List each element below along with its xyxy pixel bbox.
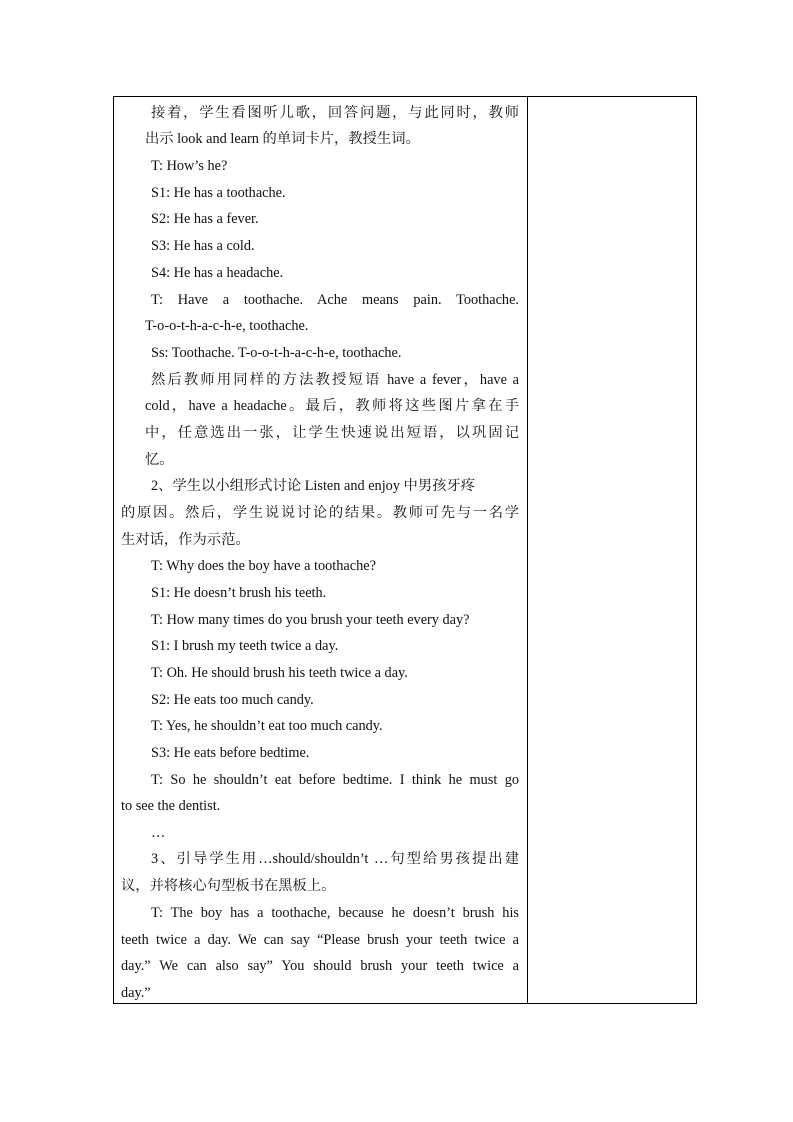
dialogue-line: day.” We can also say” You should brush your teeth twice a [121, 958, 519, 974]
paragraph-line: 接着，学生看图听儿歌，回答问题，与此同时，教师 [151, 105, 519, 121]
dialogue-line: S4: He has a headache. [151, 265, 284, 281]
paragraph-line: 议，并将核心句型板书在黑板上。 [121, 878, 336, 894]
dialogue-line: S3: He eats before bedtime. [151, 745, 310, 761]
dialogue-line: T: So he shouldn’t eat before bedtime. I think he must go [151, 772, 519, 788]
dialogue-line: day.” [121, 985, 151, 1001]
dialogue-line: T: How many times do you brush your teeth every day? [151, 612, 470, 628]
paragraph-line: cold，have a headache。最后，教师将这些图片拿在手 [145, 398, 519, 414]
dialogue-line: T: Yes, he shouldn’t eat too much candy. [151, 718, 383, 734]
dialogue-line: S1: I brush my teeth twice a day. [151, 638, 339, 654]
paragraph-line: 的原因。然后，学生说说讨论的结果。教师可先与一名学 [121, 505, 519, 521]
dialogue-line: teeth twice a day. We can say “Please brush your teeth twice a [121, 932, 519, 948]
dialogue-line: S2: He eats too much candy. [151, 692, 314, 708]
paragraph-line: 出示 look and learn 的单词卡片，教授生词。 [145, 131, 420, 147]
paragraph-line: 3、引导学生用…should/shouldn’t …句型给男孩提出建 [151, 851, 519, 867]
dialogue-line: T: Have a toothache. Ache means pain. Toothache. [151, 292, 519, 308]
dialogue-line: T: Oh. He should brush his teeth twice a day. [151, 665, 408, 681]
paragraph-line: 2、学生以小组形式讨论 Listen and enjoy 中男孩牙疼 [151, 478, 476, 494]
ellipsis-line: … [151, 825, 166, 841]
dialogue-line: to see the dentist. [121, 798, 221, 814]
paragraph-line: 中，任意选出一张，让学生快速说出短语，以巩固记 [145, 425, 519, 441]
paragraph-line: 然后教师用同样的方法教授短语 have a fever，have a [151, 372, 519, 388]
dialogue-line: S1: He has a toothache. [151, 185, 286, 201]
dialogue-line: T-o-o-t-h-a-c-h-e, toothache. [145, 318, 309, 334]
dialogue-line: S2: He has a fever. [151, 211, 259, 227]
dialogue-line: T: The boy has a toothache, because he doesn’t brush his [151, 905, 519, 921]
dialogue-line: S3: He has a cold. [151, 238, 255, 254]
dialogue-line: T: Why does the boy have a toothache? [151, 558, 376, 574]
dialogue-line: S1: He doesn’t brush his teeth. [151, 585, 327, 601]
dialogue-line: T: How’s he? [151, 158, 228, 174]
paragraph-line: 生对话，作为示范。 [121, 532, 250, 548]
notes-cell [528, 97, 696, 1003]
paragraph-line: 忆。 [145, 452, 174, 468]
lesson-table [113, 96, 697, 1004]
dialogue-line: Ss: Toothache. T-o-o-t-h-a-c-h-e, toothache. [151, 345, 402, 361]
